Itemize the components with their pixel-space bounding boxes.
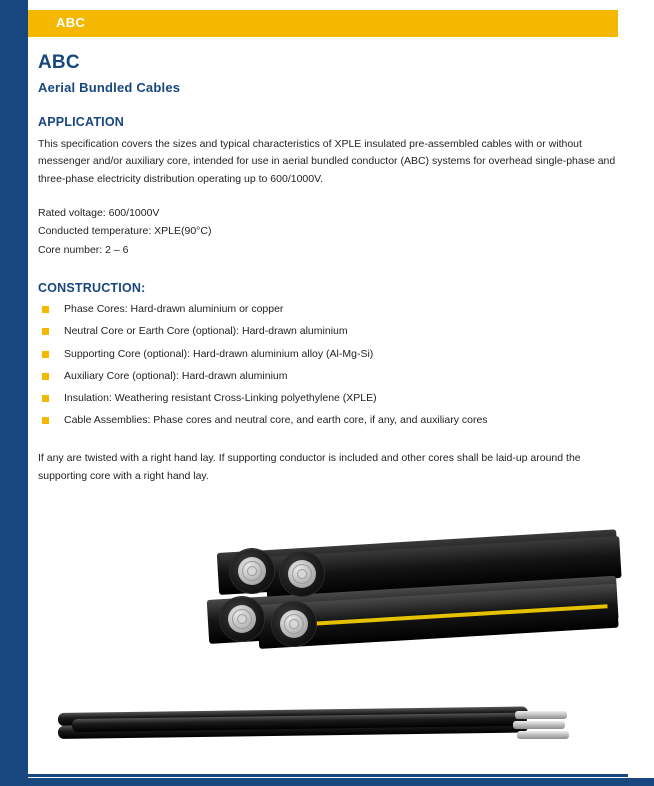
cable-long-photo — [58, 705, 578, 757]
square-bullet-icon — [42, 417, 49, 424]
spec-item: Core number: 2 – 6 — [38, 243, 129, 256]
square-bullet-icon — [42, 351, 49, 358]
construction-list — [38, 302, 622, 428]
construction-note: If any are twisted with a right hand lay. If supporting conductor is included and other cores shall be laid-up around the supporting core with a right hand lay. — [38, 452, 581, 482]
list-item-label: Insulation: Weathering resistant Cross-Linking polyethylene (XPLE) — [64, 391, 377, 404]
application-section — [38, 115, 622, 259]
square-bullet-icon — [42, 328, 49, 335]
conductor-cross-section — [272, 602, 316, 646]
list-item — [38, 324, 622, 339]
list-item — [38, 369, 622, 384]
spec-item: Rated voltage: 600/1000V — [38, 206, 160, 219]
conductor-cross-section — [280, 552, 324, 596]
list-item — [38, 413, 622, 428]
list-item — [38, 391, 622, 406]
cable-stripped-ends — [513, 707, 569, 743]
header-band — [28, 10, 618, 37]
conductor-tip — [513, 721, 565, 729]
list-item-label: Cable Assemblies: Phase cores and neutral core, and earth core, if any, and auxiliary cores — [64, 414, 488, 427]
conductor-tip — [517, 731, 569, 739]
list-item-label: Phase Cores: Hard-drawn aluminium or copper — [64, 303, 284, 316]
conductor-cross-section — [220, 597, 264, 641]
figure-area — [28, 500, 638, 770]
page-subtitle: Aerial Bundled Cables — [38, 80, 181, 95]
cable-bundle-photo — [188, 525, 618, 685]
header-title: ABC — [56, 15, 86, 30]
list-item-label: Auxiliary Core (optional): Hard-drawn aluminium — [64, 369, 288, 382]
square-bullet-icon — [42, 395, 49, 402]
page-title: ABC — [38, 52, 80, 73]
square-bullet-icon — [42, 306, 49, 313]
footer-band — [0, 778, 654, 786]
application-heading: APPLICATION — [38, 115, 124, 129]
footer-rule — [28, 774, 628, 777]
left-accent-bar — [0, 0, 28, 786]
spec-list — [38, 204, 622, 259]
document-content — [38, 52, 622, 496]
construction-section — [38, 281, 622, 485]
construction-heading: CONSTRUCTION: — [38, 281, 146, 296]
list-item-label: Neutral Core or Earth Core (optional): Hard-drawn aluminium — [64, 325, 348, 338]
conductor-tip — [515, 711, 567, 719]
spec-item: Conducted temperature: XPLE(90°C) — [38, 225, 212, 238]
list-item — [38, 347, 622, 362]
conductor-cross-section — [230, 549, 274, 593]
application-paragraph: This specification covers the sizes and typical characteristics of XPLE insulated pre-assembled cables with or without messenger and/or auxiliary core, intended for use in aerial bundled conductor (ABC) systems for overhead single-phase and three-phase electricity distribution operating up to 600/1000V. — [38, 138, 616, 185]
list-item — [38, 302, 622, 317]
list-item-label: Supporting Core (optional): Hard-drawn aluminium alloy (Al-Mg-Si) — [64, 347, 374, 360]
square-bullet-icon — [42, 373, 49, 380]
